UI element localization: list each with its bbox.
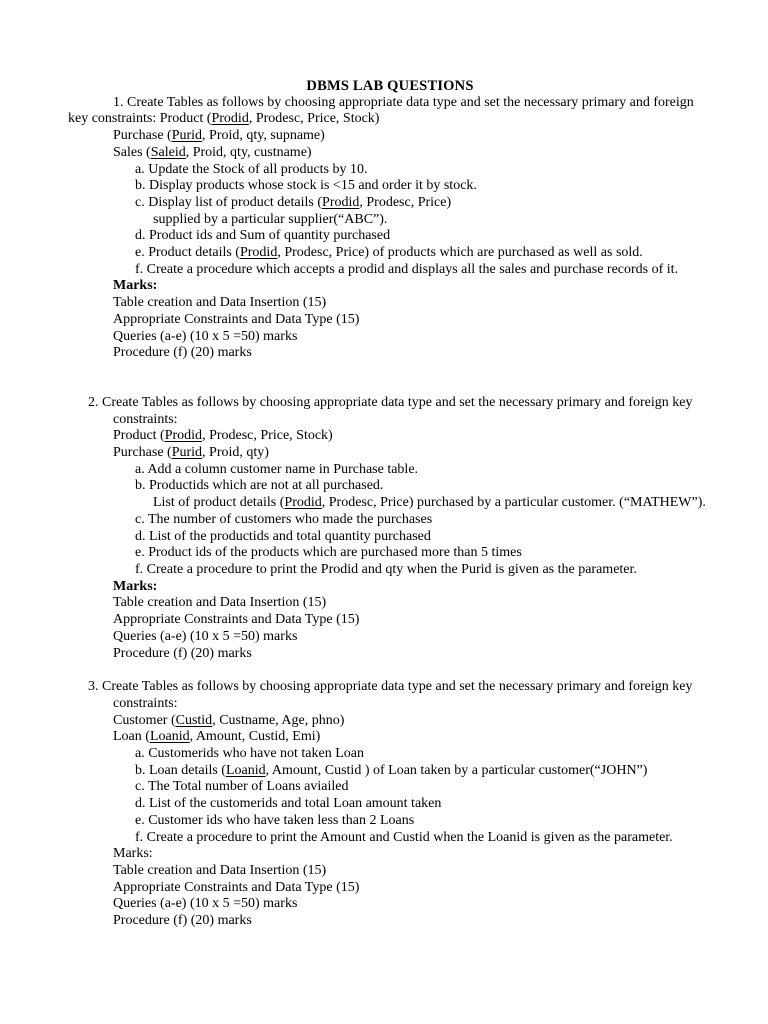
text-segment: f. Create a procedure which accepts a prodid and displays all the sales and purchase records of it. [135,261,679,277]
document-line [68,95,712,112]
text-segment: e. Customer ids who have taken less than 2 Loans [135,812,415,828]
question-block-1 [68,95,712,362]
text-segment: a. Update the Stock of all products by 10. [135,161,368,177]
text-segment: 3. Create Tables as follows by choosing appropriate data type and set the necessary primary and foreign key [88,679,693,695]
text-segment: c. Display list of product details ( [135,194,323,210]
underlined-term: Loanid [149,729,190,745]
text-segment: b. Display products whose stock is <15 and order it by stock. [135,178,477,194]
text-segment: Appropriate Constraints and Data Type (15) [113,612,360,628]
document-line [68,830,712,847]
underlined-term: Prodid [284,495,322,511]
text-segment: constraints: [113,695,178,711]
document-line [68,796,712,813]
underlined-term: Prodid [322,194,360,210]
text-segment: a. Add a column customer name in Purchase table. [135,461,419,477]
text-segment: Purchase ( [113,445,172,461]
text-segment: d. List of the customerids and total Loan amount taken [135,796,442,812]
document-line [68,462,712,479]
text-segment: supplied by a particular supplier(“ABC”). [153,211,388,227]
document-line [68,295,712,312]
document-line [68,846,712,863]
text-segment: Queries (a-e) (10 x 5 =50) marks [113,628,298,644]
document-title: DBMS LAB QUESTIONS [306,78,474,94]
text-segment: , Proid, qty) [202,445,269,461]
text-segment: b. Productids which are not at all purchased. [135,478,384,494]
text-segment: f. Create a procedure to print the Prodid and qty when the Purid is given as the parameter. [135,561,637,577]
document-line [68,278,712,295]
text-segment: constraints: [113,411,178,427]
text-segment: , Prodesc, Price, Stock) [202,428,333,444]
document-line [68,178,712,195]
text-segment: Purchase ( [113,128,172,144]
document-line [68,679,712,696]
text-segment: a. Customerids who have not taken Loan [135,746,365,762]
text-segment: , Amount, Custid ) of Loan taken by a particular customer(“JOHN”) [265,762,648,778]
document-line [68,329,712,346]
document-line [68,262,712,279]
underlined-term: Loanid [225,762,266,778]
document-line [68,562,712,579]
document-line [68,646,712,663]
question-block-3 [68,679,712,930]
text-segment: Table creation and Data Insertion (15) [113,295,327,311]
text-segment: Queries (a-e) (10 x 5 =50) marks [113,328,298,344]
text-segment: Loan ( [113,729,150,745]
text-segment: Table creation and Data Insertion (15) [113,862,327,878]
text-segment: Queries (a-e) (10 x 5 =50) marks [113,896,298,912]
document-line [68,813,712,830]
document-line [68,529,712,546]
document-line [68,913,712,930]
text-segment: Procedure (f) (20) marks [113,913,252,929]
document-line [68,412,712,429]
document-line [68,212,712,229]
document-line [68,579,712,596]
text-segment: key constraints: Product ( [68,111,212,127]
text-segment: Table creation and Data Insertion (15) [113,595,327,611]
document-line [68,696,712,713]
document-line [68,729,712,746]
underlined-term: Saleid [150,144,186,160]
underlined-term: Custid [175,712,213,728]
document-line [68,595,712,612]
document-line [68,145,712,162]
text-segment: b. Loan details ( [135,762,226,778]
document-line [68,629,712,646]
text-segment: , Amount, Custid, Emi) [189,729,321,745]
document-line [68,162,712,179]
document-line [68,612,712,629]
document-line [68,128,712,145]
document-line [68,763,712,780]
underlined-term: Prodid [239,245,278,261]
text-segment: Marks: [113,578,158,594]
question-block-2 [68,395,712,662]
underlined-term: Prodid [164,428,203,444]
text-segment: Procedure (f) (20) marks [113,345,252,361]
text-segment: , Custname, Age, phno) [212,712,345,728]
document-line [68,478,712,495]
text-segment: , Prodesc, Price) [359,194,452,210]
text-segment: , Prodesc, Price) of products which are purchased as well as sold. [277,245,643,261]
text-segment: Customer ( [113,712,176,728]
text-segment: , Prodesc, Price, Stock) [248,111,380,127]
document-line [68,445,712,462]
text-segment: Appropriate Constraints and Data Type (15) [113,879,360,895]
document-line [68,228,712,245]
document-line [68,746,712,763]
document-line [68,111,712,128]
document-line [68,395,712,412]
document-line [68,495,712,512]
text-segment: 1. Create Tables as follows by choosing appropriate data type and set the necessary primary and foreign [113,94,694,110]
document-line [68,896,712,913]
text-segment: Marks: [113,278,158,294]
document-line [68,779,712,796]
text-segment: c. The Total number of Loans aviailed [135,779,349,795]
document-line [68,428,712,445]
text-segment: d. List of the productids and total quantity purchased [135,528,431,544]
document-line [68,880,712,897]
text-segment: Sales ( [113,144,151,160]
questions-container [68,95,712,930]
document-line [68,512,712,529]
document-line [68,245,712,262]
document-line [68,345,712,362]
text-segment: , Proid, qty, custname) [185,144,312,160]
underlined-term: Purid [171,128,203,144]
text-segment: 2. Create Tables as follows by choosing appropriate data type and set the necessary primary and foreign key [88,394,693,410]
document-line [68,863,712,880]
text-segment: Appropriate Constraints and Data Type (15) [113,311,360,327]
text-segment: , Prodesc, Price) purchased by a particular customer. (“MATHEW”). [321,495,706,511]
text-segment: List of product details ( [153,495,285,511]
document-line [68,312,712,329]
text-segment: Procedure (f) (20) marks [113,645,252,661]
text-segment: e. Product details ( [135,245,240,261]
document-line [68,713,712,730]
text-segment: e. Product ids of the products which are purchased more than 5 times [135,545,522,561]
text-segment: c. The number of customers who made the purchases [135,511,433,527]
text-segment: f. Create a procedure to print the Amount and Custid when the Loanid is given as the parameter. [135,829,673,845]
document-line [68,545,712,562]
text-segment: , Proid, qty, supname) [202,128,325,144]
document-line [68,195,712,212]
text-segment: Marks: [113,846,153,862]
text-segment: d. Product ids and Sum of quantity purchased [135,228,391,244]
underlined-term: Purid [171,445,203,461]
text-segment: Product ( [113,428,165,444]
underlined-term: Prodid [211,111,249,127]
